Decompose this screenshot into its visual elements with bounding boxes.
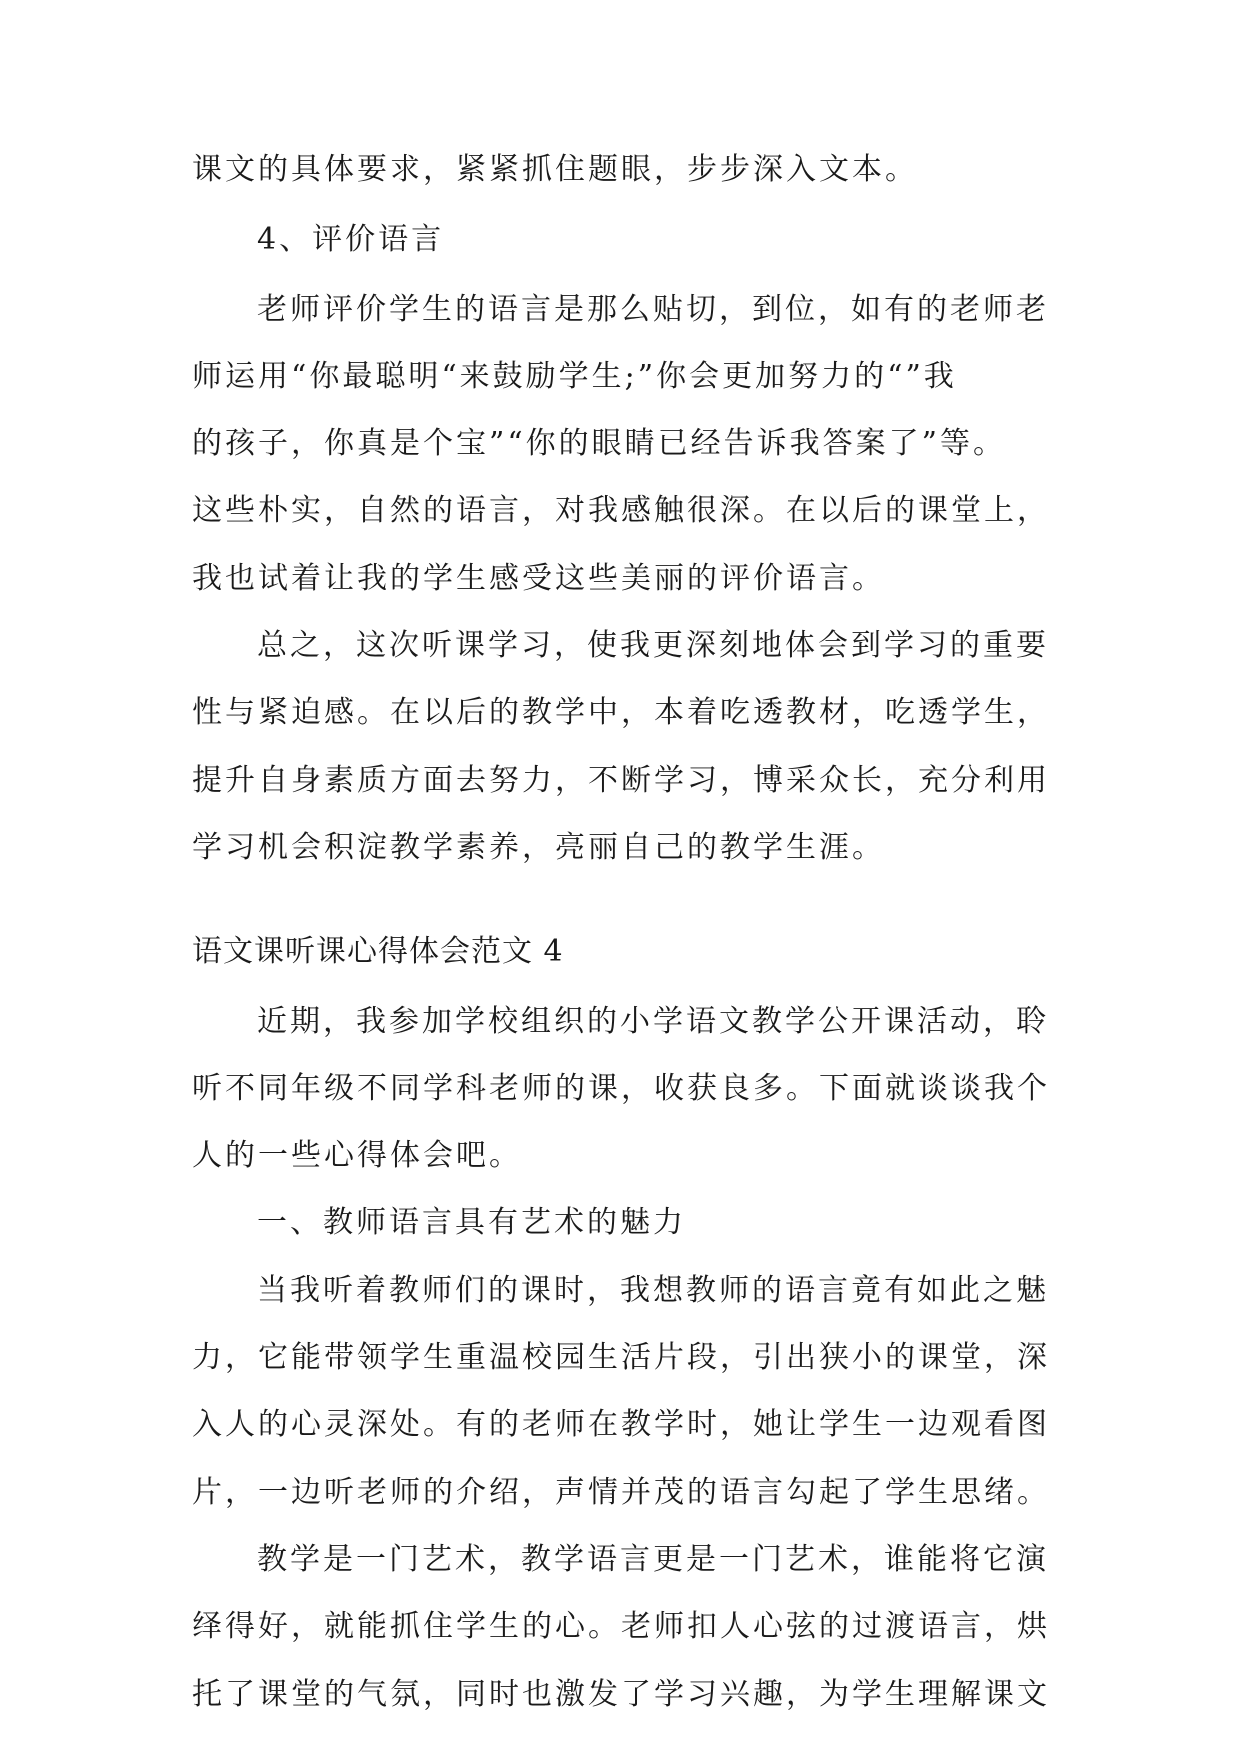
section-subheading: 一、教师语言具有艺术的魅力 <box>257 1205 686 1240</box>
paragraph-line: 提升自身素质方面去努力，不断学习，博采众长，充分利用 <box>192 763 1050 798</box>
paragraph-line: 片，一边听老师的介绍，声情并茂的语言勾起了学生思绪。 <box>192 1475 1050 1510</box>
paragraph-line: 的孩子，你真是个宝”“你的眼睛已经告诉我答案了”等。 <box>192 426 1007 461</box>
paragraph-line: 学习机会积淀教学素养，亮丽自己的教学生涯。 <box>192 830 885 865</box>
paragraph-line: 教学是一门艺术，教学语言更是一门艺术，谁能将它演 <box>257 1542 1049 1577</box>
paragraph-line: 近期，我参加学校组织的小学语文教学公开课活动，聆 <box>257 1004 1049 1039</box>
paragraph-line: 总之，这次听课学习，使我更深刻地体会到学习的重要 <box>257 628 1049 663</box>
paragraph-line: 课文的具体要求，紧紧抓住题眼，步步深入文本。 <box>192 152 918 187</box>
paragraph-line: 托了课堂的气氛，同时也激发了学习兴趣，为学生理解课文 <box>192 1677 1050 1712</box>
paragraph-line: 听不同年级不同学科老师的课，收获良多。下面就谈谈我个 <box>192 1071 1050 1106</box>
paragraph-line: 人的一些心得体会吧。 <box>192 1138 522 1173</box>
paragraph-line: 我也试着让我的学生感受这些美丽的评价语言。 <box>192 561 885 596</box>
paragraph-line: 老师评价学生的语言是那么贴切，到位，如有的老师老 <box>257 292 1049 327</box>
paragraph-line: 性与紧迫感。在以后的教学中，本着吃透教材，吃透学生， <box>192 695 1050 730</box>
paragraph-line: 当我听着教师们的课时，我想教师的语言竟有如此之魅 <box>257 1273 1049 1308</box>
paragraph-line: 入人的心灵深处。有的老师在教学时，她让学生一边观看图 <box>192 1407 1050 1442</box>
paragraph-line: 力，它能带领学生重温校园生活片段，引出狭小的课堂，深 <box>192 1340 1050 1375</box>
paragraph-line: 绎得好，就能抓住学生的心。老师扣人心弦的过渡语言，烘 <box>192 1609 1050 1644</box>
section-heading: 语文课听课心得体会范文 4 <box>192 934 564 969</box>
paragraph-line: 师运用“你最聪明“来鼓励学生;”你会更加努力的“”我 <box>192 359 957 394</box>
paragraph-line: 这些朴实，自然的语言，对我感触很深。在以后的课堂上， <box>192 493 1050 528</box>
section-subheading: 4、评价语言 <box>257 222 445 257</box>
